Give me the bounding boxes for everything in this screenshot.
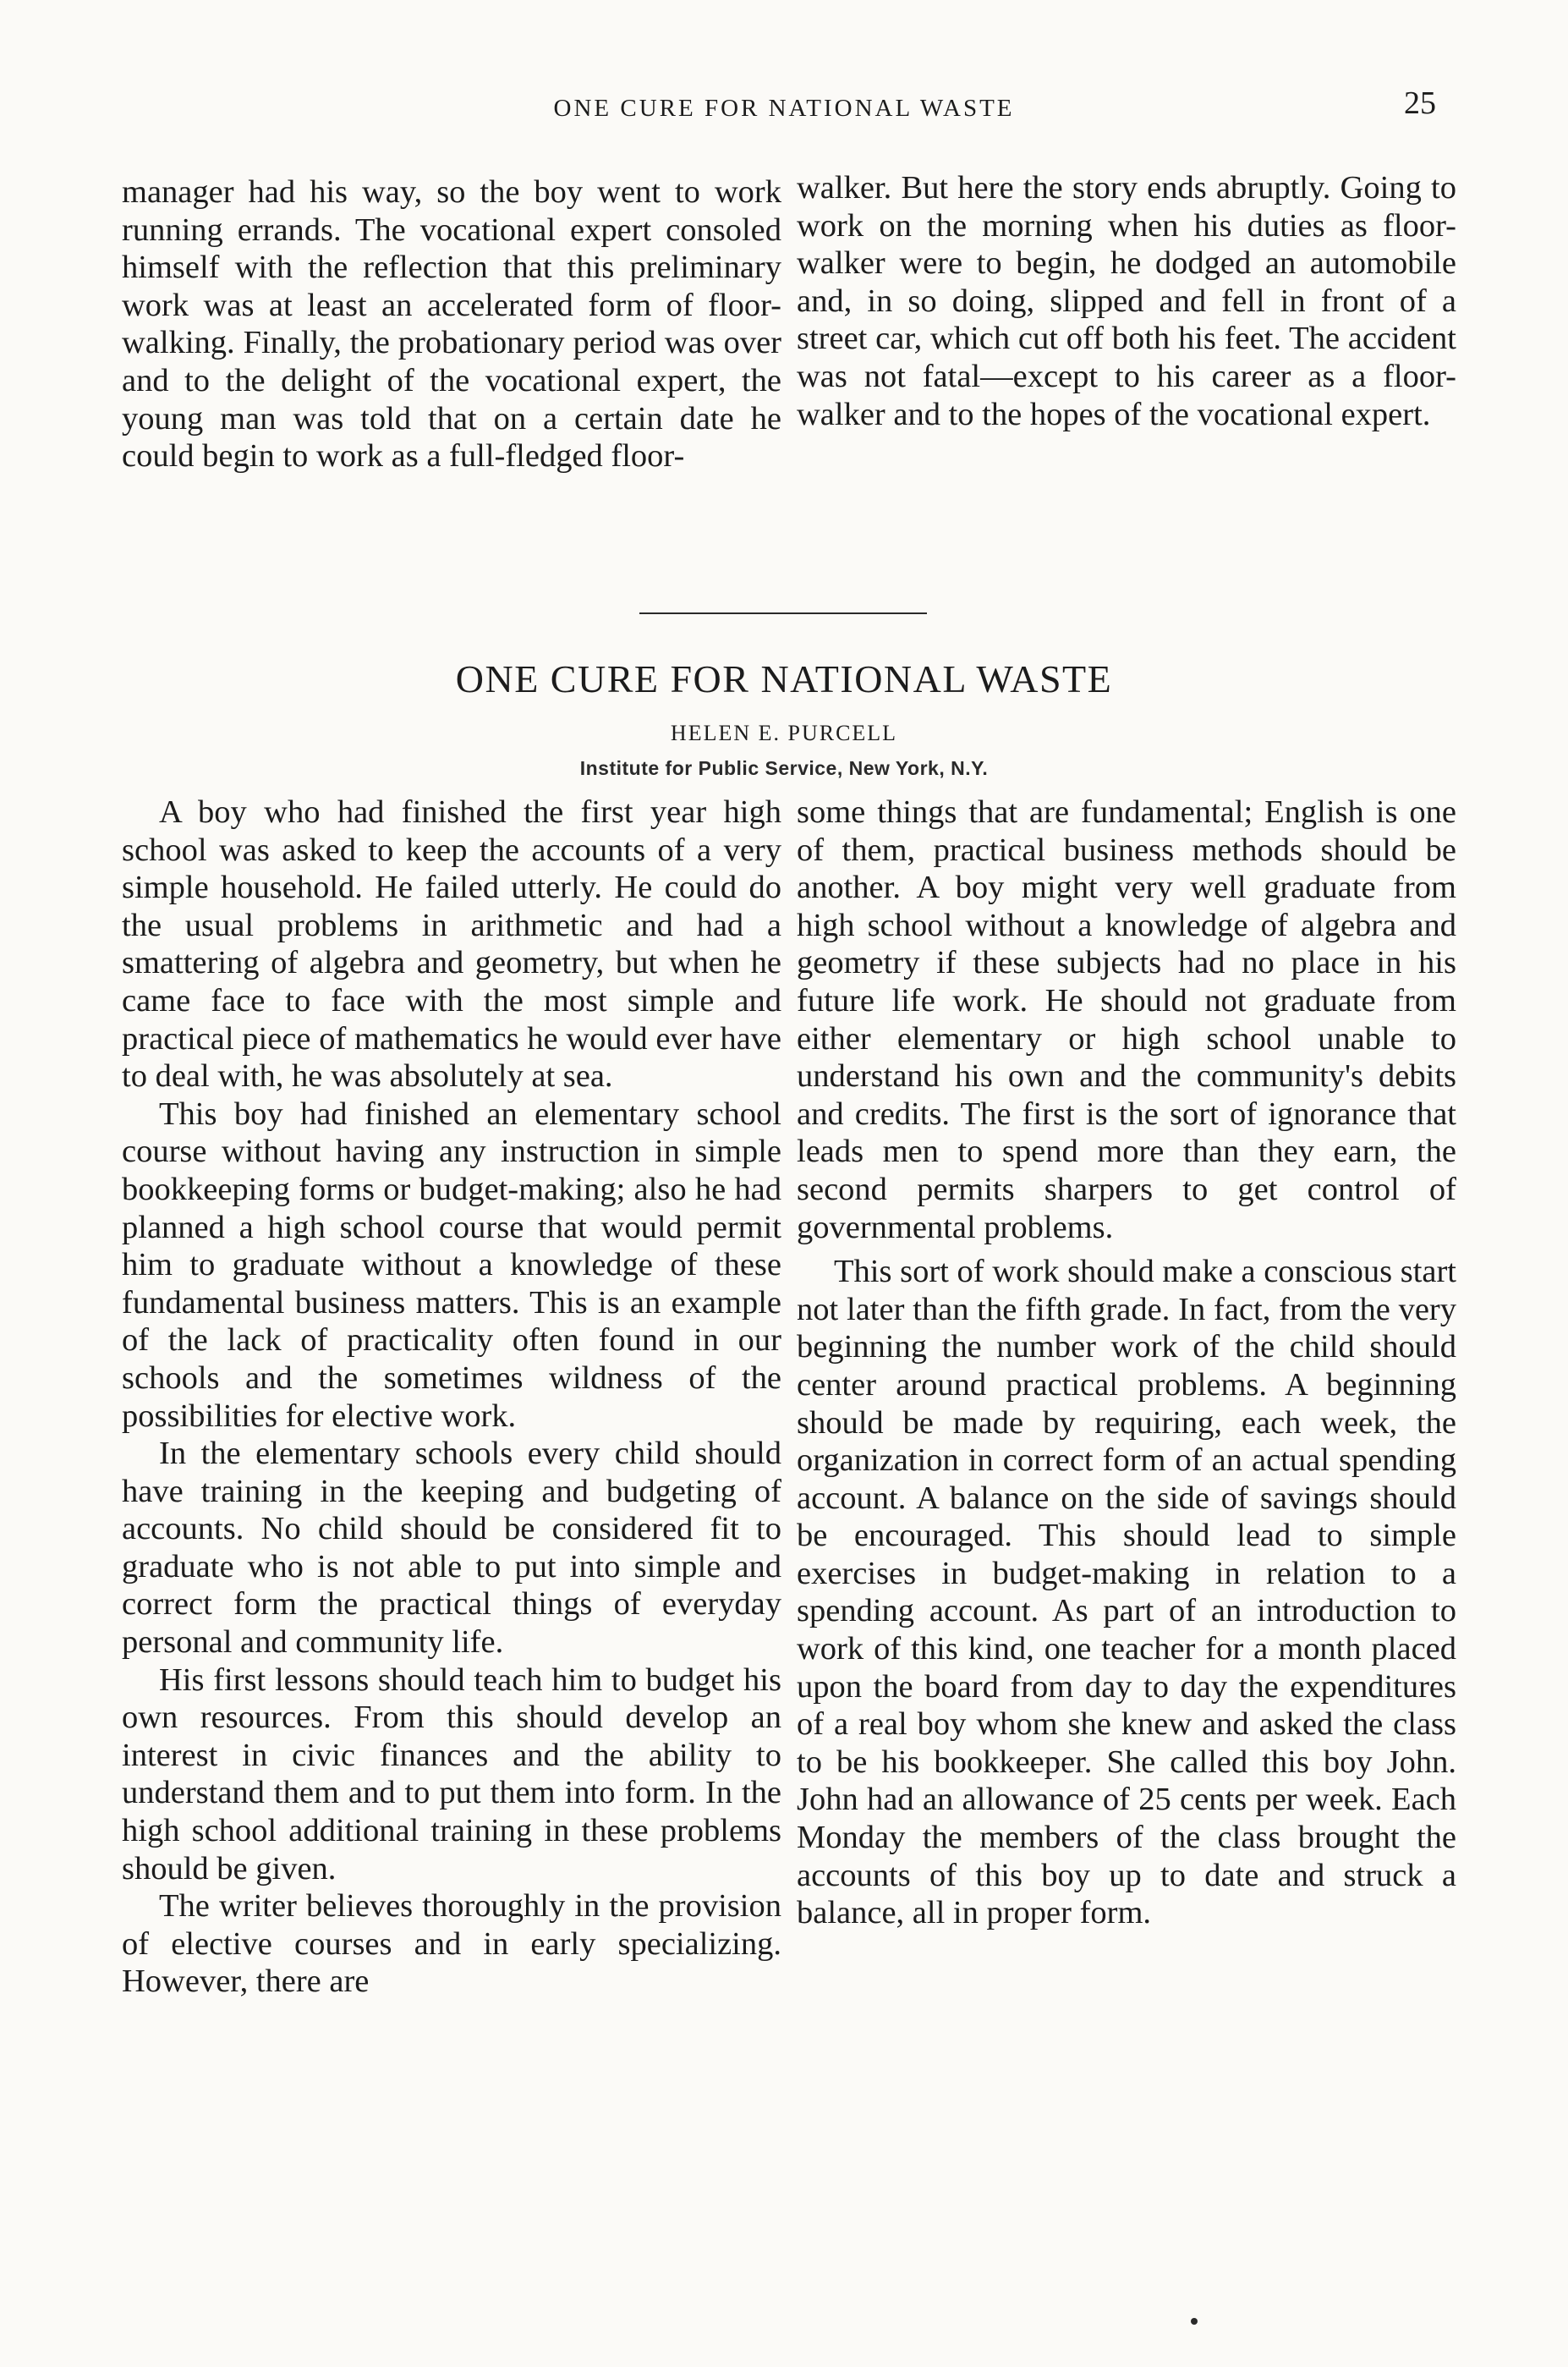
preceding-article-left-column bbox=[122, 173, 781, 475]
paragraph: In the elementary schools every child should have training in the keeping and budgeting of accounts. No child should be considered fit to graduate who is not able to put into simple and correct form the practical things of everyday personal and community life. bbox=[122, 1436, 781, 1661]
paragraph: manager had his way, so the boy went to work running errands. The vocational expert consoled himself with the reflection that this preliminary work was at least an accelerated form of floor-walking. Finally, the probationary period was over and to the delight of the vocational expert, the young man was told that on a certain date he could begin to work as a full-fledged floor- bbox=[122, 174, 781, 475]
paragraph: A boy who had finished the first year high school was asked to keep the accounts of a very simple household. He failed utterly. He could do the usual problems in arithmetic and had a smattering of algebra and geometry, but when he came face to face with the most simple and practical piece of mathematics he would ever have to deal with, he was absolutely at sea. bbox=[122, 794, 781, 1095]
ink-dot bbox=[1191, 2318, 1198, 2325]
article-right-column bbox=[797, 794, 1456, 1932]
page-number: 25 bbox=[1404, 85, 1436, 121]
running-header: ONE CURE FOR NATIONAL WASTE bbox=[553, 95, 1015, 122]
author-affiliation: Institute for Public Service, New York, N.Y. bbox=[579, 757, 989, 779]
article-author: HELEN E. PURCELL bbox=[670, 721, 898, 745]
preceding-article-right-column bbox=[797, 169, 1456, 433]
paragraph: This boy had finished an elementary school course without having any instruction in simple bookkeeping forms or budget-making; also he had planned a high school course that would permit him to graduate without a knowledge of these fundamental business matters. This is an example of the lack of practicality often found in our schools and the sometimes wildness of the possibilities for elective work. bbox=[122, 1096, 781, 1434]
paragraph: walker. But here the story ends abruptly. Going to work on the morning when his duties as floor-walker were to begin, he dodged an automobile and, in so doing, slipped and fell in front of a street car, which cut off both his feet. The accident was not fatal—except to his career as a floor-walker and to the hopes of the vocational expert. bbox=[797, 170, 1456, 432]
paragraph: This sort of work should make a conscious start not later than the fifth grade. In fact, from the very beginning the number work of the child should center around practical problems. A beginning should be made by requiring, each week, the organization in correct form of an actual spending account. A balance on the side of savings should be encouraged. This should lead to simple exercises in budget-making in relation to a spending account. As part of an introduction to work of this kind, one teacher for a month placed upon the board from day to day the expenditures of a real boy whom she knew and asked the class to be his bookkeeper. She called this boy John. John had an allowance of 25 cents per week. Each Monday the members of the class brought the accounts of this boy up to date and struck a balance, all in proper form. bbox=[797, 1254, 1456, 1931]
paragraph: The writer believes thoroughly in the provision of elective courses and in early specializing. However, there are bbox=[122, 1888, 781, 2000]
paragraph: His first lessons should teach him to budget his own resources. From this should develop an interest in civic finances and the ability to understand them and to put them into form. In the high school additional training in these problems should be given. bbox=[122, 1661, 781, 1886]
article-title: ONE CURE FOR NATIONAL WASTE bbox=[455, 657, 1113, 700]
section-divider bbox=[639, 612, 927, 614]
paragraph: some things that are fundamental; English is one of them, practical business methods should be another. A boy might very well graduate from high school without a knowledge of algebra and geometry if these subjects had no place in his future life work. He should not graduate from either elementary or high school unable to understand his own and the community's debits and credits. The first is the sort of ignorance that leads men to spend more than they earn, the second permits sharpers to get control of governmental problems. bbox=[797, 794, 1456, 1245]
article-left-column bbox=[122, 794, 781, 2001]
